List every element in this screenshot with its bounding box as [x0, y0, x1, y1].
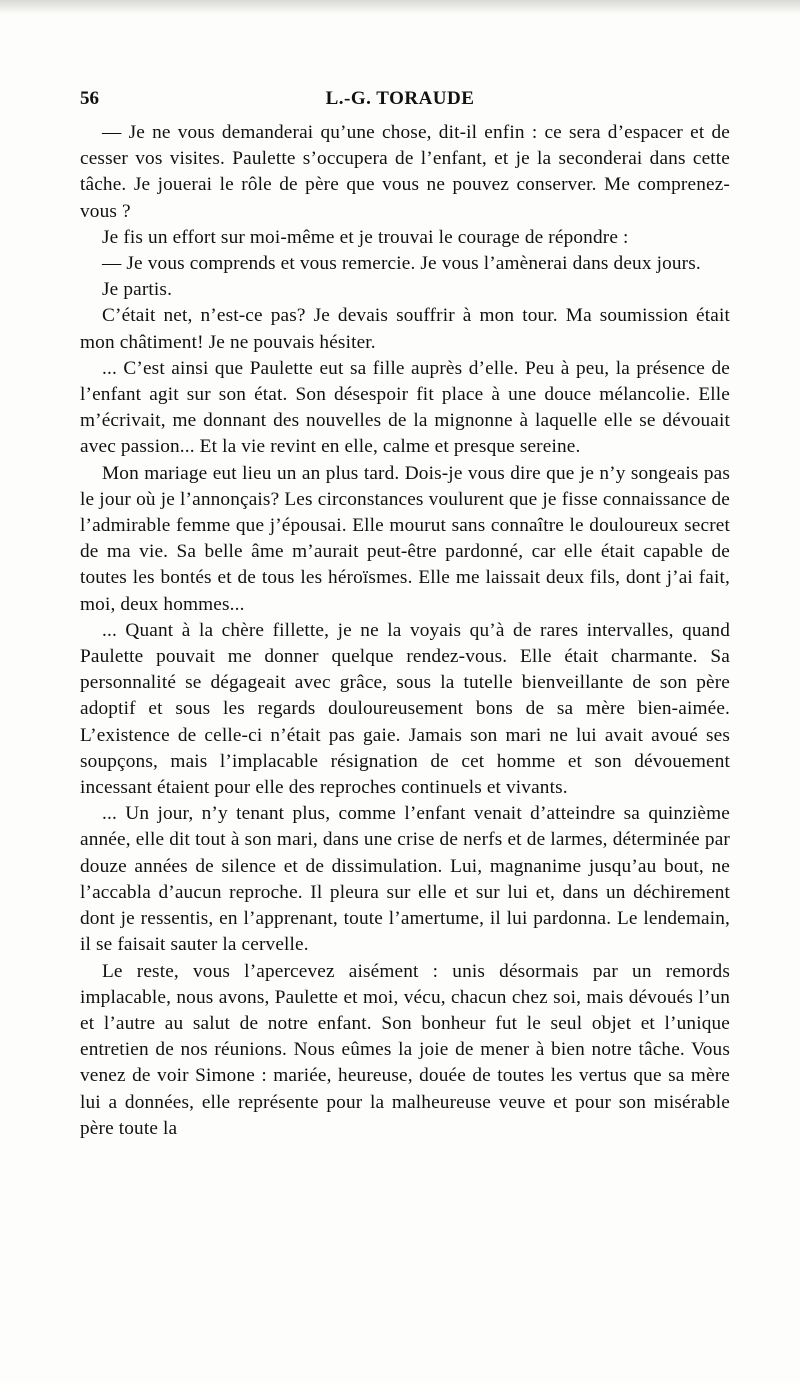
paragraph: ... Un jour, n’y tenant plus, comme l’enfant venait d’atteindre sa quinzième année, elle dit tout à son mari, dans une crise de nerfs et de larmes, déterminée par douze années de silence et de dissimulation. Lui, magnanime jusqu’au bout, ne l’accabla d’aucun reproche. Il pleura sur elle et sur lui et, dans un déchirement dont je ressentis, en l’apprenant, toute l’amertume, il lui pardonna. Le lendemain, il se faisait sauter la cervelle.	[80, 803, 730, 956]
page-edge-shadow	[0, 0, 800, 14]
paragraph: ... Quant à la chère fillette, je ne la voyais qu’à de rares intervalles, quand Paulette pouvait me donner quelque rendez-vous. Elle était charmante. Sa personnalité se dégageait avec grâce, sous la tutelle bienveillante de son père adoptif et sous les regards douloureusement bons de sa mère bien-aimée. L’existence de celle-ci n’était pas gaie. Jamais son mari ne lui avait avoué ses soupçons, mais l’implacable résignation de cet homme et son dévouement incessant étaient pour elle des reproches continuels et vivants.	[80, 619, 730, 799]
paragraph: C’était net, n’est-ce pas? Je devais souffrir à mon tour. Ma soumission était mon châtiment! Je ne pouvais hésiter.	[80, 305, 730, 353]
paragraph: — Je vous comprends et vous remercie. Je vous l’amènerai dans deux jours.	[102, 253, 701, 275]
paragraph: Mon mariage eut lieu un an plus tard. Dois-je vous dire que je n’y songeais pas le jour où je l’annonçais? Les circonstances voulurent que je fisse connaissance de l’admirable femme que j’épousai. Elle mourut sans connaître le douloureux secret de ma vie. Sa belle âme m’aurait peut-être pardonné, car elle était capable de toutes les bontés et de tous les héroïsmes. Elle me laissait deux fils, dont j’ai fait, moi, deux hommes...	[80, 462, 730, 615]
running-head	[80, 88, 720, 112]
paragraph: Je partis.	[102, 279, 173, 301]
paragraph: ... C’est ainsi que Paulette eut sa fille auprès d’elle. Peu à peu, la présence de l’enfant agit sur son état. Son désespoir fit place à une douce mélancolie. Elle m’écrivait, me donnant des nouvelles de la mignonne à laquelle elle se dévouait avec passion... Et la vie revint en elle, calme et presque sereine.	[80, 357, 730, 458]
page-number: 56	[80, 88, 99, 109]
paragraph: — Je ne vous demanderai qu’une chose, dit-il enfin : ce sera d’espacer et de cesser vos visites. Paulette s’occupera de l’enfant, et je la seconderai dans cette tâche. Je jouerai le rôle de père que vous ne pouvez conserver. Me comprenez-vous ?	[80, 122, 730, 222]
paragraph: Le reste, vous l’apercevez aisément : unis désormais par un remords implacable, nous avons, Paulette et moi, vécu, chacun chez soi, mais dévoués l’un et l’autre au salut de notre enfant. Son bonheur fut le seul objet et l’unique entretien de nos réunions. Nous eûmes la joie de mener à bien notre tâche. Vous venez de voir Simone : mariée, heureuse, douée de toutes les vertus que sa mère lui a données, elle représente pour la malheureuse veuve et pour son misérable père toute la	[80, 960, 730, 1139]
text-body	[80, 120, 730, 1142]
running-head-author: L.-G. TORAUDE	[325, 88, 475, 109]
paragraph: Je fis un effort sur moi-même et je trouvai le courage de répondre :	[102, 226, 629, 248]
